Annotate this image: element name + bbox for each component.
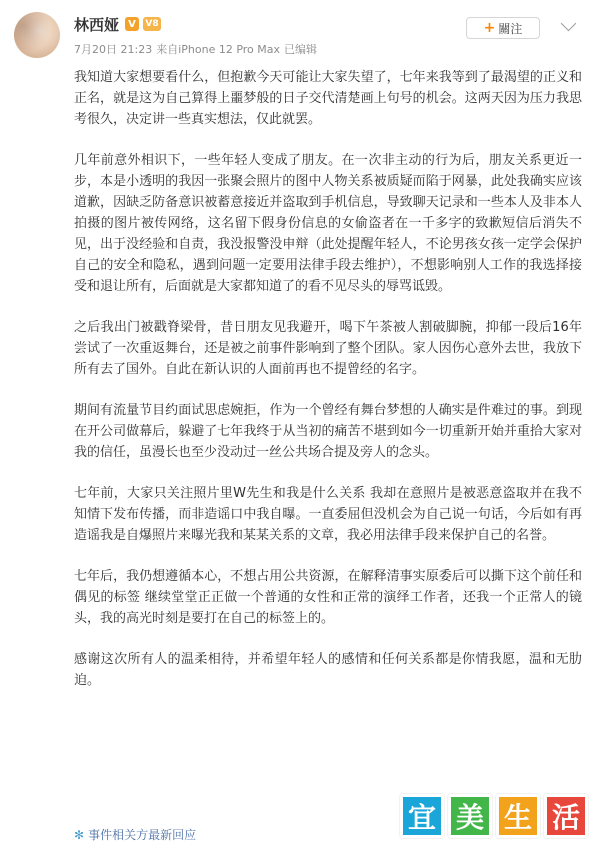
follow-label: 關注: [498, 21, 523, 36]
author-name[interactable]: 林西娅: [74, 15, 120, 34]
related-response-link[interactable]: [74, 826, 196, 843]
plus-icon: +: [483, 20, 496, 36]
paragraph: 七年后，我仍想遵循本心，不想占用公共资源，在解释清事实原委后可以撕下这个前任和偶见的标签 继续堂堂正正做一个普通的女性和正常的演绎工作者，还我一个正常人的镜头，我的高光时刻是要打在自己的标签上的。: [74, 569, 582, 626]
chevron-down-icon[interactable]: [561, 16, 577, 32]
spark-icon: ✻: [74, 827, 85, 842]
paragraph: 感谢这次所有人的温柔相待，并希望年轻人的感情和任何关系都是你情我愿，温和无肋迫。: [74, 652, 582, 688]
post-date: 7月20日 21:23: [74, 43, 153, 56]
related-response-label: 事件相关方最新回应: [88, 828, 197, 842]
edited-label[interactable]: 已编辑: [284, 43, 318, 56]
avatar-photo: [14, 12, 60, 58]
vip-badge-icon: V8: [143, 17, 161, 31]
watermark-char: 美: [448, 794, 492, 838]
post-source[interactable]: 来自iPhone 12 Pro Max: [156, 43, 281, 56]
verified-badge-icon: V: [125, 17, 139, 31]
watermark-char: 宜: [400, 794, 444, 838]
post-header: [0, 0, 600, 66]
watermark-char: 生: [496, 794, 540, 838]
paragraph: 期间有流量节目约面试思虑婉拒，作为一个曾经有舞台梦想的人确实是件难过的事。到现在开公司做幕后，躲避了七年我终于从当初的痛苦不堪到如今一切重新开始并重拾大家对我的信任，虽漫长也至少没动过一丝公共场合提及旁人的念头。: [74, 403, 582, 460]
post-body: [74, 67, 582, 711]
watermark-logo: [400, 794, 592, 838]
post-meta: [74, 41, 321, 57]
author-row: [74, 14, 161, 34]
paragraph: 几年前意外相识下，一些年轻人变成了朋友。在一次非主动的行为后，朋友关系更近一步，本是小透明的我因一张聚会照片的图中人物关系被质疑而陷于网暴，此处我确实应该道歉，因缺乏防备意识被蓄意接近并盗取到手机信息，导致聊天记录和一些本人及非本人拍摄的图片被传网络，这名留下假身份信息的女偷盗者在一千多字的致歉短信后消失不见，出于没经验和自责，我没报警没申辩（此处提醒年轻人，不论男孩女孩一定学会保护自己的安全和隐私，遇到问题一定要用法律手段去维护），不想影响别人工作的我选择接受和退让所有，后面就是大家都知道了的看不见尽头的辱骂诋毁。: [74, 153, 582, 294]
follow-button[interactable]: [466, 17, 540, 39]
avatar[interactable]: [14, 12, 60, 58]
paragraph: 我知道大家想要看什么，但抱歉今天可能让大家失望了，七年来我等到了最渴望的正义和正名，就是这为自己算得上噩梦般的日子交代清楚画上句号的机会。这两天因为压力我思考很久，决定讲一些真实想法，仅此就罢。: [74, 70, 582, 127]
paragraph: 七年前，大家只关注照片里W先生和我是什么关系 我却在意照片是被恶意盗取并在我不知情下发布传播，而非造谣口中我自曝。一直委屈但没机会为自己说一句话，今后如有再造谣我是自爆照片来曝光我和某某关系的文章，我必用法律手段来保护自己的名誉。: [74, 486, 582, 543]
paragraph: 之后我出门被戳脊梁骨，昔日朋友见我避开，喝下午茶被人割破脚腕，抑郁一段后16年尝试了一次重返舞台，还是被之前事件影响到了整个团队。家人因伤心意外去世，我放下所有去了国外。自此在新认识的人面前再也不提曾经的名字。: [74, 320, 582, 377]
watermark-char: 活: [544, 794, 588, 838]
